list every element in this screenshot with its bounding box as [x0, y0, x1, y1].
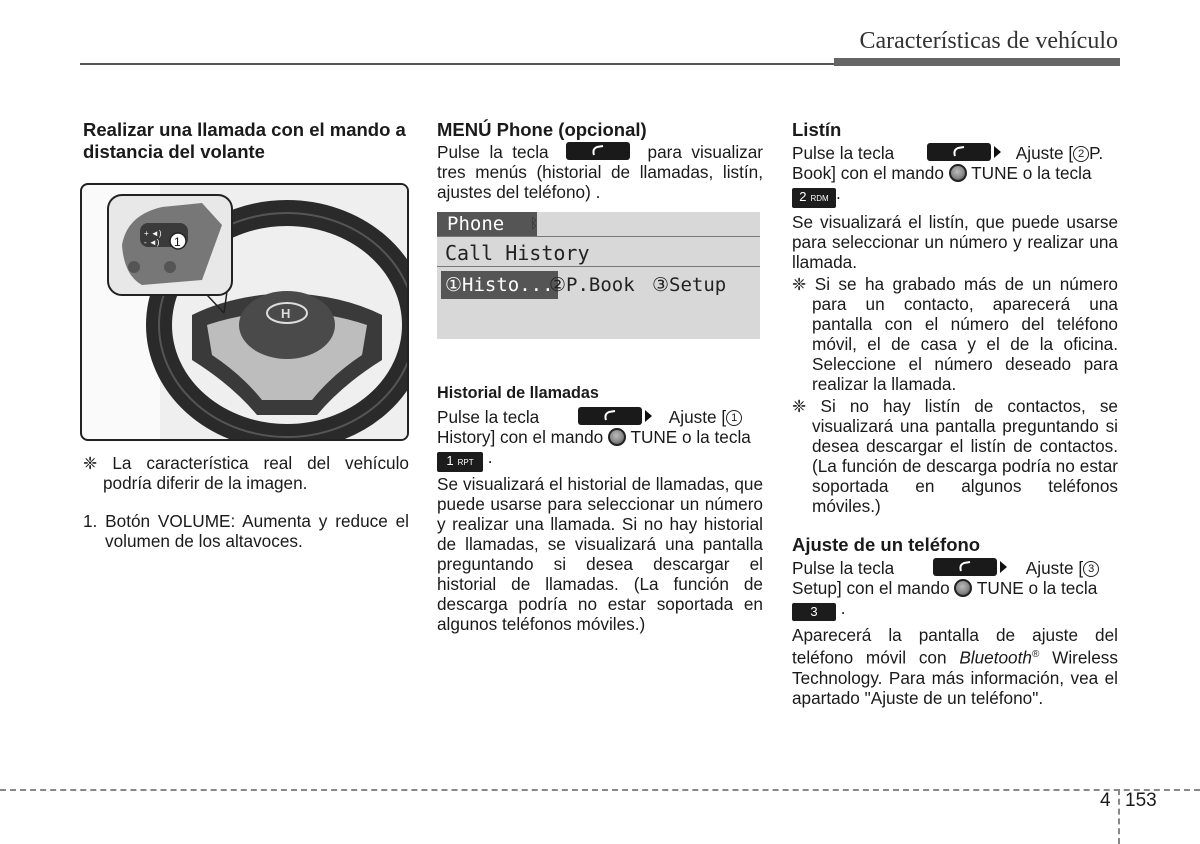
screen-divider [437, 266, 760, 267]
screen-option-history: ①Histo... [441, 271, 558, 299]
screen-subtitle: Call History [445, 241, 590, 265]
column-3 [792, 119, 1118, 708]
key-1-rpt [437, 452, 483, 472]
tune-knob-icon [949, 164, 967, 182]
note-no-phonebook: ❈ Si no hay listín de contactos, se visualizará una pantalla preguntando si desea descargar el listín de contactos. (La función de descarga podría no estar soportada en algunos teléfonos móviles.) [792, 396, 1118, 516]
page-title: Características de vehículo [859, 28, 1118, 54]
circled-number: 2 [1073, 146, 1089, 162]
text: Ajuste [ [1015, 143, 1074, 163]
svg-text:+ ◄): + ◄) [144, 229, 162, 238]
section-heading-phone-menu: MENÚ Phone (opcional) [437, 119, 647, 140]
setup-body [792, 625, 1118, 708]
svg-text:- ◄): - ◄) [144, 238, 160, 247]
tune-knob-icon [954, 579, 972, 597]
registered-mark: ® [1031, 649, 1040, 660]
history-instruction-line1 [437, 407, 763, 427]
column-2-history [437, 383, 763, 634]
note-image-disclaimer: ❈ La característica real del vehículo podría diferir de la imagen. [83, 453, 409, 493]
footer-divider [1118, 789, 1120, 844]
column-1-notes [83, 453, 409, 551]
steering-wheel-icon [82, 185, 407, 439]
text: Ajuste [ [668, 407, 727, 427]
arrow-right-icon [645, 410, 652, 422]
screen-title: Phone [437, 212, 537, 236]
column-2 [437, 119, 763, 202]
section-heading-steering: Realizar una llamada con el mando a distancia del volante [83, 119, 406, 162]
text: Book] con el mando [792, 163, 944, 183]
phone-key-icon [578, 407, 642, 425]
text: . [836, 183, 841, 203]
circled-number: 3 [1083, 561, 1099, 577]
text: History] con el mando [437, 427, 604, 447]
chapter-number: 4 [1100, 790, 1111, 811]
key-sublabel: RDM [810, 194, 829, 203]
svg-text:H: H [281, 306, 291, 321]
screen-option-phonebook: ②P.Book [549, 274, 635, 296]
key-sublabel: RPT [457, 458, 474, 467]
phone-menu-intro [437, 142, 763, 202]
intro-text-b: para visualizar tres menús (historial de llamadas, listín, ajustes del teléfono) . [437, 142, 764, 202]
key-label: 1 [446, 453, 454, 468]
arrow-right-icon [1000, 561, 1007, 573]
setup-instruction-line2 [792, 578, 1118, 598]
text: Setup] con el mando [792, 578, 950, 598]
listin-body: Se visualizará el listín, que puede usarse para seleccionar un número y realizar una llamada. [792, 212, 1118, 272]
phone-menu-screen [437, 212, 760, 339]
setup-instruction-line1 [792, 558, 1118, 578]
callout-number: 1 [174, 235, 181, 249]
column-1 [83, 119, 409, 163]
phone-key-icon [933, 558, 997, 576]
history-instruction-line2 [437, 427, 763, 447]
text: . [487, 447, 493, 467]
text: TUNE o la tecla [976, 578, 1098, 598]
text: Pulse la tecla [792, 143, 895, 163]
text: Wireless Technology. Para más información, vea el apartado "Ajuste de un teléfono". [792, 647, 1118, 708]
phone-key-icon [927, 143, 991, 161]
sub-heading-call-history: Historial de llamadas [437, 384, 599, 402]
text-italic: Bluetooth [959, 647, 1032, 668]
history-body: Se visualizará el historial de llamadas, que puede usarse para seleccionar un número y realizar una llamada. Si no hay historial de llamadas, se visualizará una pantalla preguntando si desea descargar el historial de llamadas. (La función de descarga podría no estar soportada en algunos teléfonos móviles.) [437, 474, 763, 634]
screen-option-setup: ③Setup [652, 274, 727, 296]
key-2-rdm [792, 188, 836, 208]
setup-instruction-line3 [792, 598, 1118, 621]
intro-text-a: Pulse la tecla [437, 142, 549, 162]
text: Pulse la tecla [792, 558, 895, 578]
page-number: 153 [1125, 790, 1157, 811]
listin-instruction-line2 [792, 163, 1118, 183]
footer-rule [0, 789, 1200, 791]
text: TUNE o la tecla [971, 163, 1092, 183]
text: Pulse la tecla [437, 407, 540, 427]
listin-instruction-line1 [792, 143, 1118, 163]
section-heading-listin: Listín [792, 119, 842, 140]
bluetooth-icon: ᛒ [530, 216, 539, 232]
phone-key-icon [566, 142, 630, 160]
key-label: 2 [799, 189, 807, 204]
tune-knob-icon [608, 428, 626, 446]
listin-instruction-line3 [792, 183, 1118, 208]
screen-divider [437, 236, 760, 237]
note-multiple-numbers: ❈ Si se ha grabado más de un número para un contacto, aparecerá una pantalla con el número del teléfono móvil, el de casa y el de la oficina. Seleccione el número deseado para realizar la llamada. [792, 274, 1118, 394]
section-heading-phone-setup: Ajuste de un teléfono [792, 534, 981, 555]
history-instruction-line3 [437, 447, 763, 472]
circled-number: 1 [726, 410, 742, 426]
text: . [840, 598, 846, 618]
key-3: 3 [792, 603, 836, 621]
steering-wheel-illustration [80, 183, 409, 441]
text: Aparecerá la pantalla de ajuste del teléfono móvil con [792, 625, 1118, 668]
text: TUNE o la tecla [630, 427, 751, 447]
list-item-volume: 1. Botón VOLUME: Aumenta y reduce el volumen de los altavoces. [83, 511, 409, 551]
text: Ajuste [ [1025, 558, 1084, 578]
arrow-right-icon [994, 146, 1001, 158]
header-rule-accent [834, 58, 1120, 66]
text: P. [1089, 143, 1104, 163]
